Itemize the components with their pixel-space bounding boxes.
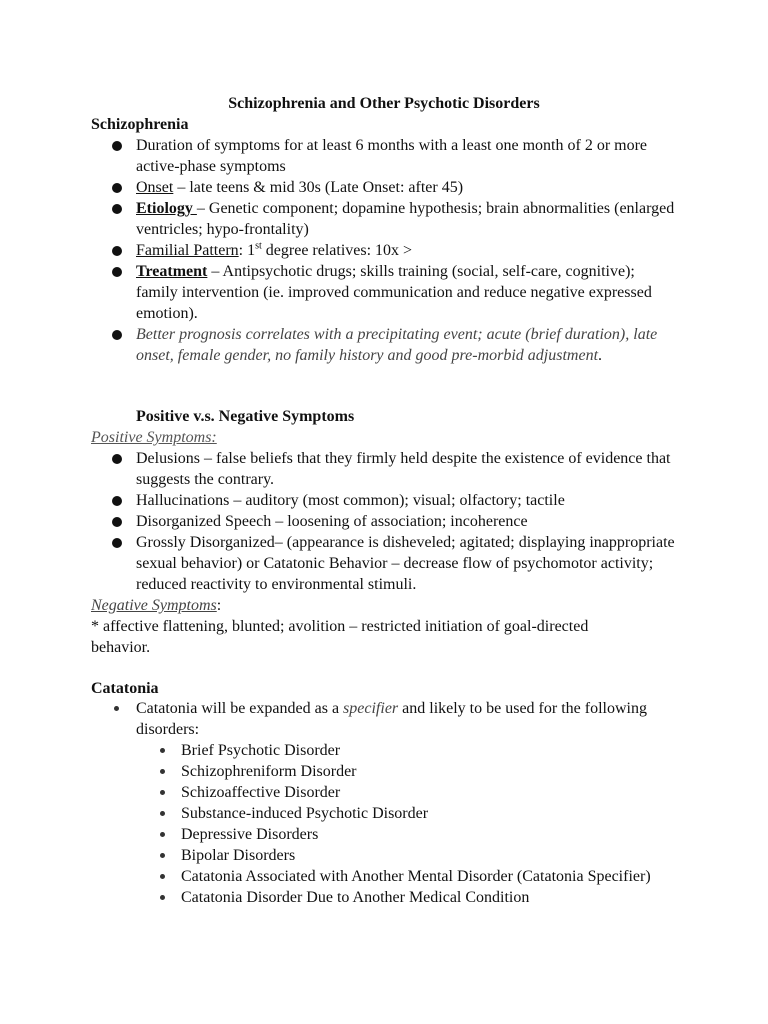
bullet-icon [114, 706, 119, 711]
list-item [0, 845, 661, 866]
list-item [0, 511, 676, 532]
positive-symptoms-list [0, 448, 676, 595]
list-item [0, 824, 661, 845]
catatonia-list [0, 698, 676, 740]
disorder-item: Depressive Disorders [181, 826, 319, 843]
bullet-icon [112, 517, 122, 527]
bullet-icon [112, 267, 122, 277]
specifier-text: specifier [343, 700, 399, 717]
familial-sup: st [255, 240, 262, 252]
bullet-icon [112, 330, 122, 340]
negative-symptoms-label: Negative Symptoms [91, 597, 217, 614]
bullet-icon [160, 895, 165, 900]
etiology-text: – Genetic component; dopamine hypothesis; brain abnormalities (enlarged ventricles; hypo-frontality) [136, 200, 675, 238]
bullet-icon [160, 832, 165, 837]
list-item [0, 740, 661, 761]
bullet-icon [112, 204, 122, 214]
catatonia-heading: Catatonia [91, 680, 159, 697]
positive-item: Grossly Disorganized– (appearance is disheveled; agitated; displaying inappropriate sexual behavior) or Catatonic Behavior – decrease flow of psychomotor activity; reduced reactivity to environmental stimuli. [136, 534, 675, 593]
list-item [0, 887, 661, 908]
positive-symptoms-label: Positive Symptoms: [91, 429, 217, 446]
schizophrenia-list [0, 135, 676, 366]
list-item [0, 490, 676, 511]
prognosis-text: Better prognosis correlates with a precipitating event; acute (brief duration), late onset, female gender, no family history and good pre-morbid adjustment [136, 326, 658, 364]
list-item [0, 803, 661, 824]
disorder-item: Catatonia Associated with Another Mental Disorder (Catatonia Specifier) [181, 868, 651, 885]
treatment-label: Treatment [136, 263, 208, 280]
bullet-icon [160, 769, 165, 774]
catatonia-intro-post: and likely to be used for the following disorders: [136, 700, 647, 738]
list-item [0, 866, 661, 887]
positive-item: Hallucinations – auditory (most common); visual; olfactory; tactile [136, 492, 565, 509]
disorder-item: Catatonia Disorder Due to Another Medical Condition [181, 889, 530, 906]
onset-label: Onset [136, 179, 174, 196]
list-item [0, 261, 676, 324]
bullet-icon [160, 853, 165, 858]
treatment-text: – Antipsychotic drugs; skills training (social, self-care, cognitive); family intervention (ie. improved communication and reduce negative expressed emotion). [136, 263, 652, 322]
bullet-icon [112, 141, 122, 151]
disorder-item: Schizophreniform Disorder [181, 763, 357, 780]
bullet-icon [112, 454, 122, 464]
onset-text: – late teens & mid 30s (Late Onset: after 45) [173, 179, 464, 196]
etiology-label: Etiology [136, 200, 197, 217]
bullet-icon [160, 811, 165, 816]
list-item [0, 135, 676, 177]
disorder-item: Bipolar Disorders [181, 847, 296, 864]
familial-pre: : 1 [238, 242, 256, 259]
list-item [0, 324, 676, 366]
list-item [0, 532, 676, 595]
disorder-item: Schizoaffective Disorder [181, 784, 341, 801]
negative-colon: : [216, 597, 222, 614]
negative-symptoms-line [91, 595, 691, 616]
bullet-icon [160, 790, 165, 795]
disorder-item: Brief Psychotic Disorder [181, 742, 341, 759]
disorder-item: Substance-induced Psychotic Disorder [181, 805, 429, 822]
prognosis-end: . [598, 347, 603, 364]
symptoms-heading: Positive v.s. Negative Symptoms [136, 408, 355, 425]
document-title: Schizophrenia and Other Psychotic Disorders [228, 95, 540, 112]
list-item [0, 177, 676, 198]
negative-symptoms-text: * affective flattening, blunted; avolition – restricted initiation of goal-directed behavior. [91, 618, 589, 656]
bullet-icon [160, 874, 165, 879]
bullet-icon [160, 748, 165, 753]
familial-label: Familial Pattern [136, 242, 239, 259]
catatonia-intro-pre: Catatonia will be expanded as a [136, 700, 344, 717]
list-item [0, 782, 661, 803]
familial-post: degree relatives: 10x > [261, 242, 413, 259]
list-item [0, 198, 676, 240]
schizophrenia-heading: Schizophrenia [91, 116, 189, 133]
duration-text: Duration of symptoms for at least 6 months with a least one month of 2 or more active-phase symptoms [136, 137, 648, 175]
bullet-icon [112, 496, 122, 506]
list-item [0, 698, 676, 740]
list-item [0, 240, 676, 261]
positive-item: Delusions – false beliefs that they firmly held despite the existence of evidence that suggests the contrary. [136, 450, 671, 488]
bullet-icon [112, 183, 122, 193]
list-item [0, 761, 661, 782]
bullet-icon [112, 246, 122, 256]
catatonia-disorders-list [0, 740, 661, 908]
positive-item: Disorganized Speech – loosening of association; incoherence [136, 513, 528, 530]
bullet-icon [112, 538, 122, 548]
list-item [0, 448, 676, 490]
